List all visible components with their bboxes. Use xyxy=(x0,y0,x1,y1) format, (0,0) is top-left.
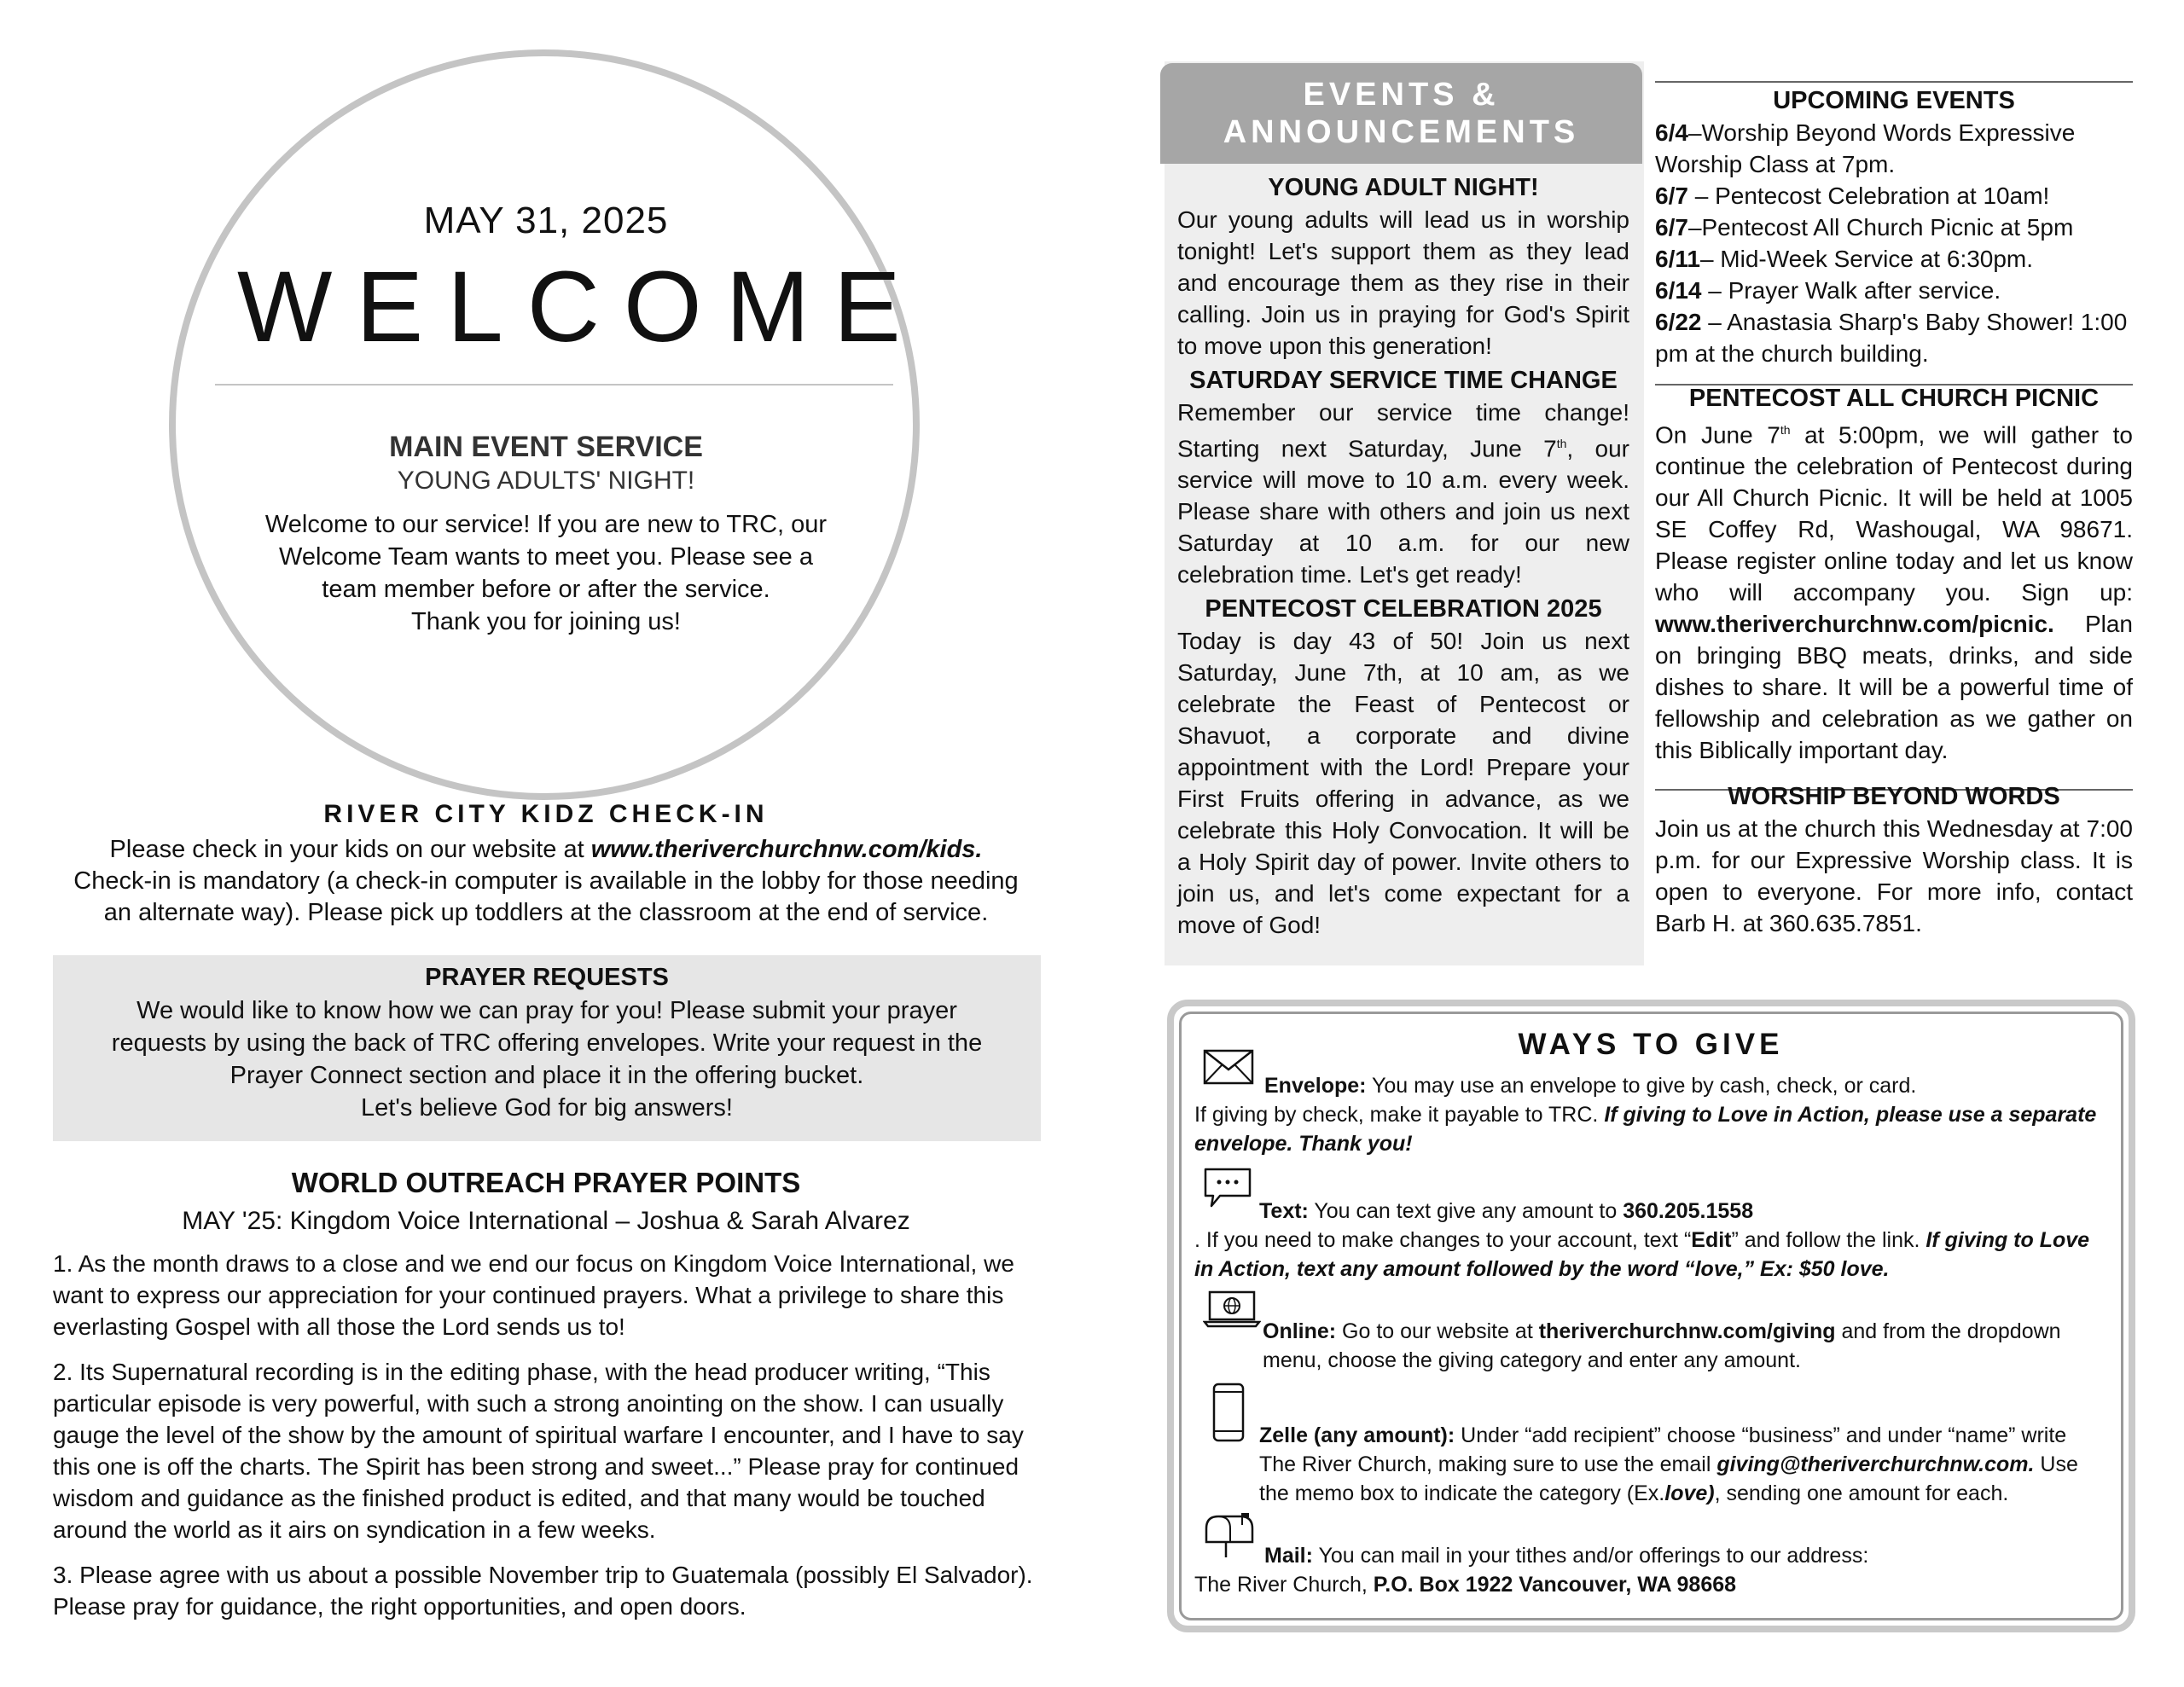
give-zelle xyxy=(1194,1421,2107,1508)
give-envelope xyxy=(1194,1071,2107,1158)
event-title: SATURDAY SERVICE TIME CHANGE xyxy=(1189,367,1618,394)
event-desc: – Anastasia Sharp's Baby Shower! 1:00 pm at the church building. xyxy=(1655,309,2128,367)
upcoming-top-rule xyxy=(1655,81,2133,83)
mailing-address: P.O. Box 1922 Vancouver, WA 98668 xyxy=(1373,1573,1737,1597)
prayer-requests-text xyxy=(68,994,1025,1124)
give-text-option xyxy=(1194,1197,2107,1284)
outreach-point: 1. As the month draws to a close and we end our focus on Kingdom Voice International, we want to express our appreciation for your continued prayers. What a privilege to share this everlasting Gospel with all those the Lord sends us to! xyxy=(53,1250,1014,1340)
give-keyword: Edit xyxy=(1691,1228,1732,1252)
give-mail xyxy=(1194,1541,2107,1599)
event-title: PENTECOST CELEBRATION 2025 xyxy=(1205,595,1602,623)
outreach-title: WORLD OUTREACH PRAYER POINTS xyxy=(291,1167,801,1198)
text-give-number: 360.205.1558 xyxy=(1623,1199,1754,1223)
right-column xyxy=(1655,85,2133,939)
event-text: Today is day 43 of 50! Join us next Saturday, June 7th, at 10 am, as we celebrate the Feast of Pentecost or Shavuot, a corporate and divine appointment with the Lord! Prepare your First Fruits offering in advance, as we celebrate this Holy Convocation. It will be a Holy Spirit day of power. Invite others to join us, and let's come expectant for a move of God! xyxy=(1177,628,1629,939)
ordinal-suffix: th xyxy=(1780,423,1791,437)
outreach-point: 2. Its Supernatural recording is in the editing phase, with the head producer writing, “This particular episode is very powerful, with such a strong anointing on the show. I can usually gauge the level of the show by the amount of spiritual warfare I encounter, and I have to say this one is off the charts. The Spirit has been strong and sweet...” Please pray for continued wisdom and guidance as the finished product is edited, and that many would be touched around the world as it airs on syndication in a few weeks. xyxy=(53,1359,1024,1543)
give-lead: Zelle (any amount): xyxy=(1259,1423,1455,1447)
event-desc: – Pentecost Celebration at 10am! xyxy=(1687,183,2050,209)
prayer-line: Prayer Connect section and place it in the offering bucket. xyxy=(229,1062,864,1089)
welcome-title: WELCOME xyxy=(237,251,925,363)
events-header-line: EVENTS & xyxy=(1303,77,1500,113)
upcoming-event xyxy=(1655,117,2133,180)
picnic-title: PENTECOST ALL CHURCH PICNIC xyxy=(1688,385,2100,412)
events-list xyxy=(1177,169,1629,941)
upcoming-events-title: UPCOMING EVENTS xyxy=(1773,87,2015,114)
give-lead: Envelope: xyxy=(1264,1074,1367,1098)
event-date: 6/7 xyxy=(1655,183,1688,209)
give-text: ” and follow the link. xyxy=(1731,1228,1926,1252)
give-text: . If you need to make changes to your account, text “ xyxy=(1194,1228,1692,1252)
welcome-line: Welcome to our service! If you are new to TRC, our xyxy=(264,511,828,538)
upcoming-event xyxy=(1655,243,2133,275)
event-date: 6/22 xyxy=(1655,309,1702,335)
worship-title: WORSHIP BEYOND WORDS xyxy=(1728,783,2060,811)
picnic-text xyxy=(1655,415,2133,766)
give-text: The River Church, xyxy=(1194,1573,1374,1597)
upcoming-event xyxy=(1655,212,2133,243)
circle-divider xyxy=(215,384,893,386)
events-header xyxy=(1160,63,1642,164)
event-text xyxy=(1177,397,1629,590)
event-desc: –Worship Beyond Words Expressive Worship Class at 7pm. xyxy=(1655,119,2076,177)
kidz-checkin-text xyxy=(51,834,1041,929)
give-text: Under “add recipient” choose “business” and under “name” write The River Church, making sure to use the email xyxy=(1259,1423,2067,1476)
give-text: You can text give any amount to xyxy=(1308,1199,1623,1223)
give-text: and from the dropdown menu, choose the giving category and enter any amount. xyxy=(1263,1319,2061,1372)
picnic-link[interactable]: www.theriverchurchnw.com/picnic. xyxy=(1655,611,2054,638)
give-lead: Online: xyxy=(1263,1319,1337,1343)
give-lead: Mail: xyxy=(1264,1544,1313,1568)
upcoming-event xyxy=(1655,306,2133,369)
give-text: You may use an envelope to give by cash, check, or card. xyxy=(1366,1074,1917,1098)
picnic-text-part: On June 7 xyxy=(1655,421,1780,449)
ordinal-suffix: th xyxy=(1556,437,1567,450)
give-lead: Text: xyxy=(1259,1199,1309,1223)
give-text: , sending one amount for each. xyxy=(1714,1481,2009,1505)
give-text: If giving by check, make it payable to TRC. xyxy=(1194,1103,1605,1127)
outreach-point: 3. Please agree with us about a possible November trip to Guatemala (possibly El Salvador). Please pray for guidance, the right opportunities, and open doors. xyxy=(53,1562,1033,1620)
events-header-line: ANNOUNCEMENTS xyxy=(1223,114,1580,150)
outreach-subtitle: MAY '25: Kingdom Voice International – Joshua & Sarah Alvarez xyxy=(182,1207,910,1235)
event-date: 6/7 xyxy=(1655,214,1688,241)
give-online xyxy=(1194,1317,2107,1375)
event-desc: –Pentecost All Church Picnic at 5pm xyxy=(1687,214,2074,241)
main-event-title: MAIN EVENT SERVICE xyxy=(389,431,703,463)
kidz-checkin-title: RIVER CITY KIDZ CHECK-IN xyxy=(323,800,769,828)
event-text-part: Remember our service time change! Starting next Saturday, June 7 xyxy=(1177,399,1629,462)
kidz-line: Check-in is mandatory (a check-in computer is available in the lobby for those needing xyxy=(73,867,1019,895)
give-keyword: love) xyxy=(1664,1481,1715,1505)
give-text: Use the memo box to indicate the category (Ex. xyxy=(1259,1452,2078,1505)
event-desc: – Mid-Week Service at 6:30pm. xyxy=(1699,246,2034,272)
welcome-circle xyxy=(169,49,925,800)
main-event-subtitle: YOUNG ADULTS' NIGHT! xyxy=(397,467,695,495)
event-text: Our young adults will lead us in worship tonight! Let's support them as they lead and encourage them as they rise in their calling. Join us in praying for God's Spirit to move upon this generation! xyxy=(1177,206,1629,359)
upcoming-event xyxy=(1655,275,2133,306)
welcome-line: Welcome Team wants to meet you. Please see a xyxy=(279,543,813,571)
prayer-line: We would like to know how we can pray for you! Please submit your prayer xyxy=(136,997,957,1024)
give-emphasis: If giving to Love in Action, please use a separate envelope. Thank you! xyxy=(1194,1103,2097,1156)
picnic-text-part: Plan on bringing BBQ meats, drinks, and side dishes to share. It will be a powerful time of fellowship and celebration as we gather on this Biblically important day. xyxy=(1655,611,2133,764)
giving-link[interactable]: theriverchurchnw.com/giving xyxy=(1538,1319,1836,1343)
giving-email[interactable]: giving@theriverchurchnw.com. xyxy=(1716,1452,2035,1476)
event-desc: – Prayer Walk after service. xyxy=(1701,277,2001,304)
event-date: 6/11 xyxy=(1655,246,1700,272)
service-date: MAY 31, 2025 xyxy=(423,200,669,241)
welcome-line: team member before or after the service. xyxy=(322,576,770,603)
upcoming-event xyxy=(1655,180,2133,212)
ways-to-give-title: WAYS TO GIVE xyxy=(1518,1028,1784,1061)
event-title: YOUNG ADULT NIGHT! xyxy=(1268,174,1539,201)
kidz-link[interactable]: www.theriverchurchnw.com/kids. xyxy=(590,836,983,863)
prayer-line: Let's believe God for big answers! xyxy=(361,1094,733,1122)
event-date: 6/4 xyxy=(1655,119,1688,146)
give-text: Go to our website at xyxy=(1336,1319,1539,1343)
outreach-points xyxy=(53,1248,1043,1636)
welcome-line: Thank you for joining us! xyxy=(411,608,681,635)
kidz-line: Please check in your kids on our website at xyxy=(109,836,591,863)
worship-text: Join us at the church this Wednesday at 7:00 p.m. for our Expressive Worship class. It is open to everyone. For more info, contact Barb H. at 360.635.7851. xyxy=(1655,815,2133,937)
give-emphasis: If giving to Love in Action, text any amount followed by the word “love,” Ex: $50 love. xyxy=(1194,1228,2090,1281)
event-date: 6/14 xyxy=(1655,277,1702,304)
prayer-line: requests by using the back of TRC offering envelopes. Write your request in the xyxy=(111,1029,983,1057)
give-text: You can mail in your tithes and/or offerings to our address: xyxy=(1312,1544,1869,1568)
kidz-line: an alternate way). Please pick up toddlers at the classroom at the end of service. xyxy=(103,899,989,926)
prayer-requests-title: PRAYER REQUESTS xyxy=(425,964,669,991)
picnic-text-part: at 5:00pm, we will gather to continue the celebration of Pentecost during our All Church Picnic. It will be held at 1005 SE Coffey Rd, Washougal, WA 98671. Please register online today and let us know who will accompany you. Sign up: xyxy=(1655,421,2133,606)
event-text-part: , our service will move to 10 a.m. every week. Please share with others and join us next Saturday at 10 a.m. for our new celebration time. Let's get ready! xyxy=(1177,435,1629,588)
welcome-message xyxy=(239,508,853,638)
